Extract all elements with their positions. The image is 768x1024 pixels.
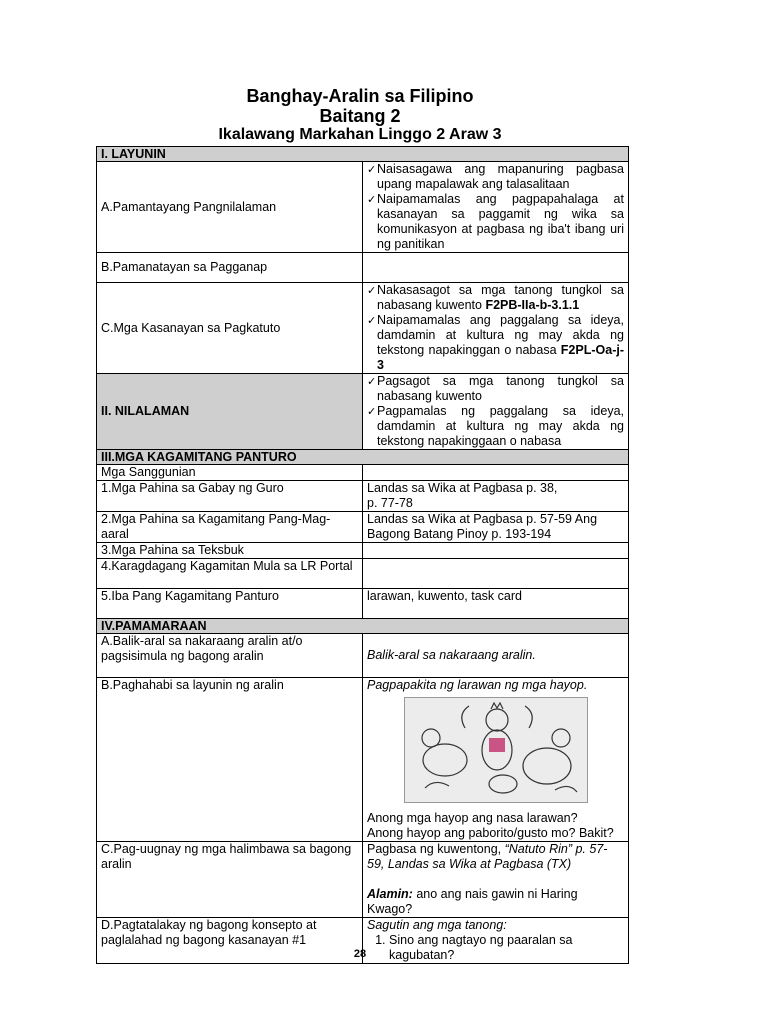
- table-row: [97, 481, 629, 512]
- check-item: ✓ Naisasagawa ang mapanuring pagbasa upang mapalawak ang talasalitaan: [367, 162, 624, 192]
- row-value: [363, 465, 629, 481]
- row-value: [363, 678, 629, 842]
- row-value: [363, 481, 629, 512]
- question-line: Anong hayop ang paborito/gusto mo? Bakit?: [367, 826, 614, 840]
- section-label: I. LAYUNIN: [97, 147, 629, 162]
- alamin-line: [367, 887, 624, 917]
- table-row: [97, 465, 629, 481]
- question-line: Anong mga hayop ang nasa larawan?: [367, 811, 578, 825]
- row-label: 1.Mga Pahina sa Gabay ng Guro: [97, 481, 363, 512]
- row-value: [363, 283, 629, 374]
- check-item: ✓ Pagpamalas ng paggalang sa ideya, damdamin at kultura ng may akda ng tekstong napakinggaan o nabasa: [367, 404, 624, 449]
- table-row: [97, 162, 629, 253]
- section-label-nilalaman: II. NILALAMAN: [97, 374, 363, 450]
- reading-title: “Natuto Rin” p. 57-59, Landas sa Wika at Pagbasa (TX): [367, 842, 608, 871]
- row-label: 3.Mga Pahina sa Teksbuk: [97, 543, 363, 559]
- row-value: Balik-aral sa nakaraang aralin.: [363, 634, 629, 678]
- table-row: [97, 678, 629, 842]
- row-value: [363, 162, 629, 253]
- alamin-label: Alamin:: [367, 887, 413, 901]
- section-header-kagamitan: [97, 450, 629, 465]
- animals-illustration: [367, 693, 624, 811]
- activity-text: Pagpapakita ng larawan ng mga hayop.: [367, 678, 588, 692]
- section-label: III.MGA KAGAMITANG PANTURO: [97, 450, 629, 465]
- row-label: C.Mga Kasanayan sa Pagkatuto: [97, 283, 363, 374]
- item-text: Naipamamalas ang paggalang sa ideya, damdamin at kultura ng may akda ng tekstong napakinggan o nabasa: [377, 313, 624, 357]
- question-intro: Sagutin ang mga tanong:: [367, 918, 507, 932]
- page-number: 28: [353, 948, 367, 960]
- section-label: IV.PAMAMARAAN: [97, 619, 629, 634]
- table-row: [97, 559, 629, 589]
- row-value: [363, 842, 629, 918]
- table-row: [97, 634, 629, 678]
- section-header-layunin: [97, 147, 629, 162]
- competency-code: F2PB-IIa-b-3.1.1: [485, 298, 580, 312]
- animals-picture: [404, 697, 588, 803]
- row-value: larawan, kuwento, task card: [363, 589, 629, 619]
- alamin-text: ano ang nais gawin ni Haring Kwago?: [367, 887, 578, 916]
- reading-text: Pagbasa ng kuwentong,: [367, 842, 505, 856]
- table-row: [97, 512, 629, 543]
- row-label: 5.Iba Pang Kagamitang Panturo: [97, 589, 363, 619]
- table-row: [97, 253, 629, 283]
- item-text: Nakasasagot sa mga tanong tungkol sa nabasang kuwento: [377, 283, 624, 312]
- row-value: [363, 374, 629, 450]
- row-value: Landas sa Wika at Pagbasa p. 57-59 Ang Bagong Batang Pinoy p. 193-194: [363, 512, 629, 543]
- table-row: [97, 374, 629, 450]
- row-value: [363, 543, 629, 559]
- table-row: [97, 842, 629, 918]
- row-label: B.Pamanatayan sa Pagganap: [97, 253, 363, 283]
- row-label: B.Paghahabi sa layunin ng aralin: [97, 678, 363, 842]
- row-label: D.Pagtatalakay ng bagong konsepto at paglalahad ng bagong kasanayan #1: [97, 918, 363, 964]
- table-row: [97, 589, 629, 619]
- document-subtitle: Ikalawang Markahan Linggo 2 Araw 3: [218, 126, 502, 143]
- check-item: ✓ Pagsagot sa mga tanong tungkol sa nabasang kuwento: [367, 374, 624, 404]
- row-value: [363, 253, 629, 283]
- lesson-plan-table: [96, 146, 629, 964]
- section-header-pamamaraan: [97, 619, 629, 634]
- row-label: Mga Sanggunian: [97, 465, 363, 481]
- table-row: [97, 543, 629, 559]
- value-line: Landas sa Wika at Pagbasa p. 38,: [367, 481, 558, 495]
- grade-level: Baitang 2: [319, 106, 401, 126]
- check-item: [367, 313, 624, 373]
- check-item: [367, 283, 624, 313]
- check-item: ✓ Naipamamalas ang pagpapahalaga at kasanayan sa paggamit ng wika sa komunikasyon at pagbasa ng iba't ibang uri ng panitikan: [367, 192, 624, 252]
- row-label: 2.Mga Pahina sa Kagamitang Pang-Mag-aaral: [97, 512, 363, 543]
- reading-reference: [367, 842, 624, 872]
- table-row: [97, 283, 629, 374]
- row-label: C.Pag-uugnay ng mga halimbawa sa bagong aralin: [97, 842, 363, 918]
- row-label: A.Balik-aral sa nakaraang aralin at/o pagsisimula ng bagong aralin: [97, 634, 363, 678]
- row-value: [363, 559, 629, 589]
- document-title: Banghay-Aralin sa Filipino: [246, 86, 474, 106]
- question-item: 1. Sino ang nagtayo ng paaralan sa kagubatan?: [389, 933, 624, 963]
- value-line: p. 77-78: [367, 496, 413, 510]
- row-label: 4.Karagdagang Kagamitan Mula sa LR Portal: [97, 559, 363, 589]
- row-label: A.Pamantayang Pangnilalaman: [97, 162, 363, 253]
- competency-code: F2PL-Oa-j-3: [377, 343, 624, 372]
